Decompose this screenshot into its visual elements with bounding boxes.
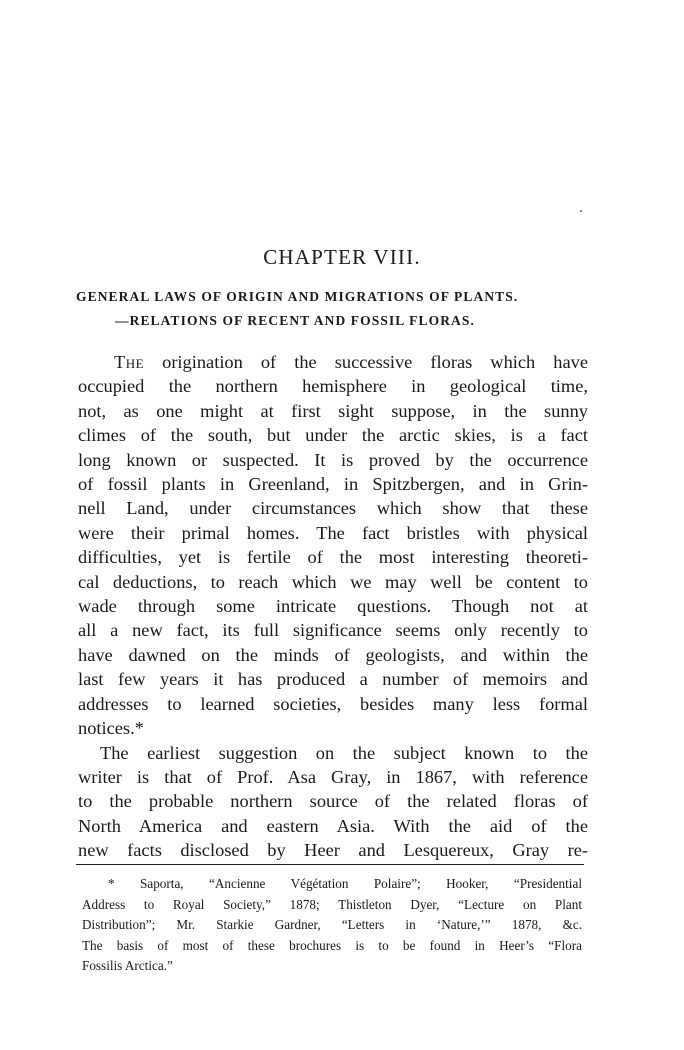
paragraph-1-line: of fossil plants in Greenland, in Spitzbergen, and in Grin- — [78, 474, 588, 495]
paragraph-1-line: were their primal homes. The fact bristles with physical — [78, 522, 588, 543]
paragraph-2-line: new facts disclosed by Heer and Lesquereux, Gray re- — [78, 840, 588, 861]
chapter-subtitle-line-1: GENERAL LAWS OF ORIGIN AND MIGRATIONS OF PLANTS. — [76, 289, 519, 304]
lead-word: The — [114, 352, 145, 372]
paragraph-1-line: not, as one might at first sight suppose, in the sunny — [78, 400, 588, 421]
footnote-line: * Saporta, “Ancienne Végétation Polaire”; Hooker, “Presidential — [108, 876, 582, 891]
paragraph-2-line: to the probable northern source of the related floras of — [78, 791, 588, 812]
paragraph-1-line: The origination of the successive floras which have — [114, 352, 588, 372]
paragraph-1-line: last few years it has produced a number of memoirs and — [78, 669, 588, 690]
footnote-divider — [76, 864, 584, 865]
chapter-title: CHAPTER VIII. — [263, 245, 421, 269]
paragraph-1-line: addresses to learned societies, besides many less formal — [78, 693, 588, 714]
paragraph-1-line: notices.* — [78, 718, 144, 739]
paragraph-1-line: difficulties, yet is fertile of the most interesting theoreti- — [78, 547, 588, 568]
footnote-line: The basis of most of these brochures is to be found in Heer’s “Flora — [82, 937, 582, 953]
paragraph-1-line: have dawned on the minds of geologists, and within the — [78, 644, 588, 665]
paragraph-1-line: occupied the northern hemisphere in geological time, — [78, 376, 588, 397]
footnote-line: Distribution”; Mr. Starkie Gardner, “Letters in ‘Nature,’” 1878, &c. — [82, 917, 582, 932]
footnote-line: Address to Royal Society,” 1878; Thistleton Dyer, “Lecture on Plant — [82, 896, 582, 912]
paragraph-1-line: long known or suspected. It is proved by the occurrence — [78, 449, 588, 470]
paragraph-1-line: wade through some intricate questions. Though not at — [78, 596, 588, 617]
footnote-line: Fossilis Arctica.” — [82, 958, 173, 973]
paper-speck — [580, 210, 582, 212]
paragraph-1-line: climes of the south, but under the arctic skies, is a fact — [78, 425, 588, 446]
paragraph-2-line: writer is that of Prof. Asa Gray, in 1867, with reference — [78, 766, 588, 787]
paragraph-2-line: North America and eastern Asia. With the aid of the — [78, 815, 588, 836]
footnote — [82, 874, 582, 977]
paragraph-2-line: The earliest suggestion on the subject known to the — [100, 742, 588, 763]
paragraph-1-line: all a new fact, its full significance seems only recently to — [78, 620, 588, 641]
paragraph-1-line: nell Land, under circumstances which show that these — [78, 498, 588, 519]
chapter-subtitle-line-2: —RELATIONS OF RECENT AND FOSSIL FLORAS. — [115, 313, 475, 328]
paragraph-1-line: cal deductions, to reach which we may well be content to — [78, 571, 588, 592]
body-text — [78, 350, 588, 863]
